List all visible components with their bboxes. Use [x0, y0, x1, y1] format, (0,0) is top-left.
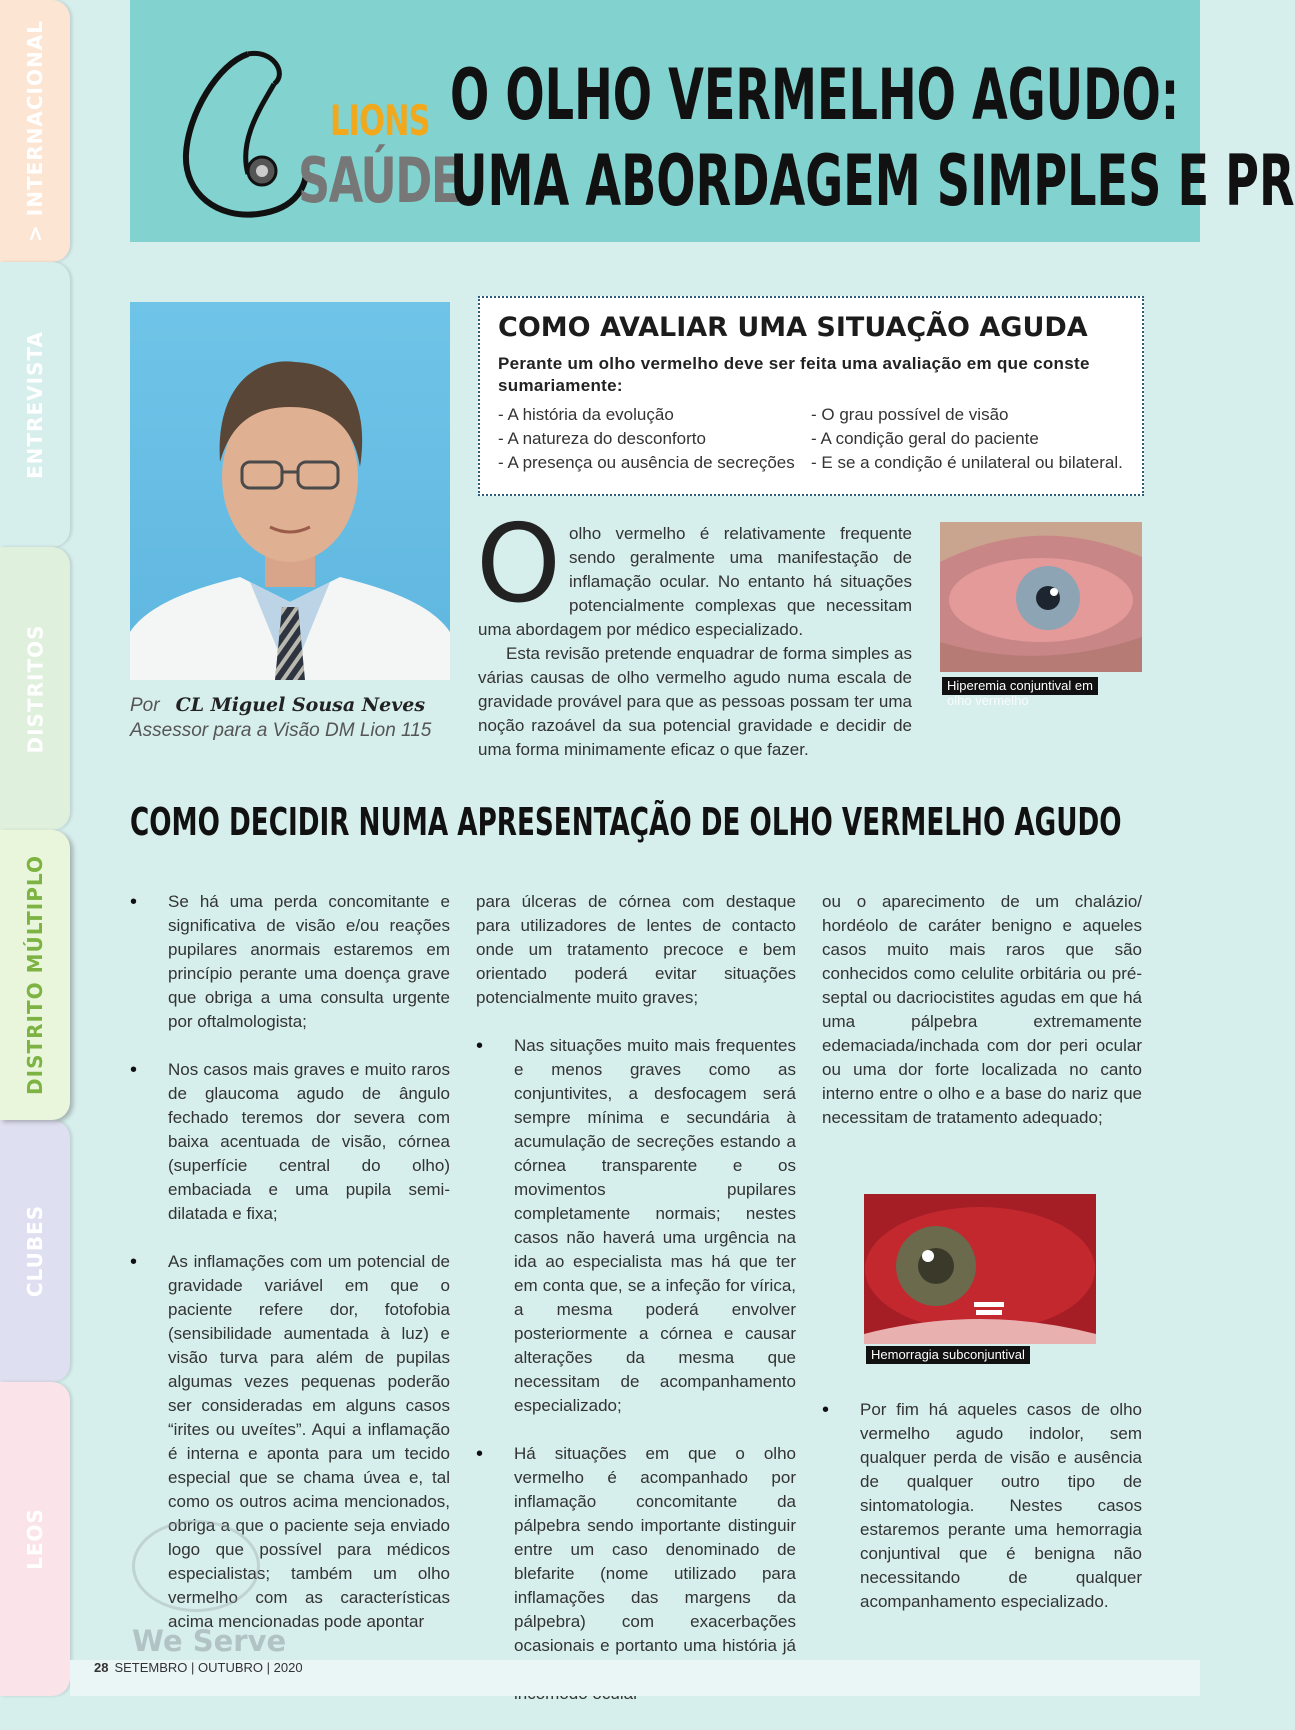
bullet-item: • Se há uma perda concomitante e significativa de visão e/ou reações pupilares anormais estaremos em princípio perante uma doença grave que obriga a uma consulta urgente por oftalmologista; — [130, 890, 450, 1034]
figure-caption-2: Hemorragia subconjuntival — [866, 1346, 1030, 1364]
bullet-continuation: ou o aparecimento de um chalázio/ hordéolo de caráter benigno e aqueles casos muito mais raros que são conhecidos como celulite orbitária ou pré-septal ou dacriocistites agudas em que há uma pálpebra extremamente edemaciada/inchada com dor peri ocular ou uma dor forte localizada no canto interno entre o olho e a base do nariz que necessitam de tratamento adequado; — [822, 892, 1142, 1127]
tab-label: LEOS — [23, 1508, 47, 1570]
list-item: - A história da evolução — [498, 405, 674, 424]
author-portrait-illustration — [130, 302, 450, 680]
bullet-item: • As inflamações com um potencial de gravidade variável em que o paciente refere dor, fotofobia (sensibilidade aumentada à luz) e visão turva para além de pupilas algumas vezes pequenas poderão ser consideradas em alguns casos “irites ou uveítes”. Aqui a inflamação é interna e aponta para um tecido especial que se chama úvea e, tal como os outros acima mencionados, obriga a que o paciente seja enviado logo que possível para médicos especialistas; também um olho vermelho com as características acima mencionadas pode apontar — [130, 1250, 450, 1634]
hemorrhage-illustration — [864, 1194, 1096, 1344]
bullet-item: • Por fim há aqueles casos de olho vermelho agudo indolor, sem qualquer perda de visão e ausência de qualquer outro tipo de sintomatologia. Nestes casos estaremos perante uma hemorragia conjuntival que é benigna não necessitando de qualquer acompanhamento especializado. — [822, 1398, 1142, 1614]
list-item: - A condição geral do paciente — [811, 429, 1039, 448]
drop-cap: O — [476, 502, 562, 627]
box-title: COMO AVALIAR UMA SITUAÇÃO AGUDA — [498, 312, 1088, 343]
list-item: - A presença ou ausência de secreções — [498, 453, 795, 472]
section-title: COMO DECIDIR NUMA APRESENTAÇÃO DE OLHO VERMELHO AGUDO — [130, 800, 1122, 844]
box-columns — [498, 403, 1124, 475]
tab-leos[interactable] — [0, 1382, 70, 1696]
box-list-right — [811, 403, 1124, 475]
figure-caption-1: Hiperemia conjuntival em — [942, 677, 1098, 695]
article-title — [450, 52, 1295, 224]
box-list-left — [498, 403, 811, 475]
author-name: CL Miguel Sousa Neves — [175, 694, 426, 716]
intro-text — [476, 502, 912, 762]
list-item: - E se a condição é unilateral ou bilateral. — [811, 453, 1123, 472]
tab-label: DISTRITOS — [23, 624, 48, 753]
logo-saude-text: SAÚDE — [298, 144, 460, 217]
bullet-continuation: para úlceras de córnea com destaque para utilizadores de lentes de contacto onde um tratamento precoce e bem orientado poderá evitar situações potencialmente muito graves; — [476, 892, 796, 1007]
figure-caption-1-line-2: olho vermelho — [947, 693, 1029, 708]
we-serve-watermark: We Serve — [132, 1624, 287, 1658]
list-item: - O grau possível de visão — [811, 405, 1009, 424]
author-photo — [130, 302, 450, 680]
bullet-item: • Nas situações muito mais frequentes e menos graves como as conjuntivites, a desfocagem será sempre mínima e secundária à acumulação de secreções estando a córnea transparente e os movimentos pupilares completamente normais; nestes casos não haverá uma urgência na ida ao especialista mas há que ter em conta que, se a infeção for vírica, a mesma poderá envolver posteriormente a córnea e causar alterações da mesma que necessitam de acompanhamento especializado; — [476, 1034, 796, 1418]
title-line-1: O OLHO VERMELHO AGUDO: — [450, 54, 1180, 136]
box-intro: Perante um olho vermelho deve ser feita uma avaliação em que conste sumariamente: — [498, 354, 1090, 395]
tab-distrito-multiplo[interactable] — [0, 830, 70, 1120]
subconjunctival-hemorrhage-photo — [864, 1194, 1096, 1344]
section-tabs — [0, 0, 70, 1696]
byline-por: Por — [130, 695, 160, 716]
title-line-2: UMA ABORDAGEM SIMPLES E PR — [450, 140, 1295, 222]
tab-clubes[interactable] — [0, 1120, 70, 1382]
tab-label: CLUBES — [23, 1204, 48, 1298]
list-item: - A natureza do desconforto — [498, 429, 706, 448]
intro-paragraph-1 — [476, 502, 912, 642]
logo-lions-text: LIONS — [330, 96, 430, 145]
tab-label: DISTRITO MÚLTIPLO — [23, 855, 48, 1095]
text-column-3-bottom — [822, 1398, 1142, 1638]
author-role: Assessor para a Visão DM Lion 115 — [130, 720, 432, 741]
lions-international-seal — [132, 1520, 260, 1612]
text-column-2 — [476, 890, 796, 1730]
page-footer — [94, 1660, 303, 1675]
red-eye-photo — [940, 522, 1142, 672]
tab-label: > INTERNACIONAL — [23, 20, 47, 242]
evaluation-box — [478, 296, 1144, 496]
issue-date: SETEMBRO | OUTUBRO | 2020 — [114, 1660, 303, 1675]
tab-distritos[interactable] — [0, 547, 70, 830]
lions-saude-logo — [178, 44, 460, 229]
conjunctival-hyperemia-illustration — [940, 522, 1142, 672]
intro-p1-text: olho vermelho é relativamente frequente sendo geralmente uma manifestação de inflamação ocular. No entanto há situações potencialmente complexas que necessitam uma abordagem por médico especializado. — [478, 524, 912, 639]
bullet-item: • Nos casos mais graves e muito raros de glaucoma agudo de ângulo fechado teremos dor severa com baixa acentuada de visão, córnea (superfície central do olho) embaciada e uma pupila semi-dilatada e fixa; — [130, 1058, 450, 1226]
tab-label: ENTREVISTA — [23, 330, 47, 479]
tab-entrevista[interactable] — [0, 262, 70, 547]
bullet-item: • Há situações em que o olho vermelho é acompanhado por inflamação concomitante da pálpebra sendo importante distinguir entre um caso denominado de blefarite (nome utilizado para inflamações das margens da pálpebra) com exacerbações ocasionais e portanto uma história já — [476, 1442, 796, 1706]
author-byline — [130, 694, 425, 717]
header-band — [130, 0, 1295, 242]
text-column-3 — [822, 890, 1142, 1154]
page-number: 28 — [94, 1660, 109, 1675]
tab-internacional[interactable] — [0, 0, 70, 262]
intro-paragraph-2: Esta revisão pretende enquadrar de forma simples as várias causas de olho vermelho agudo numa escala de gravidade provável para que as pessoas possam ter uma noção razoável da sua potencial gravidade e decidir de uma forma minimamente eficaz o que fazer. — [478, 644, 912, 759]
